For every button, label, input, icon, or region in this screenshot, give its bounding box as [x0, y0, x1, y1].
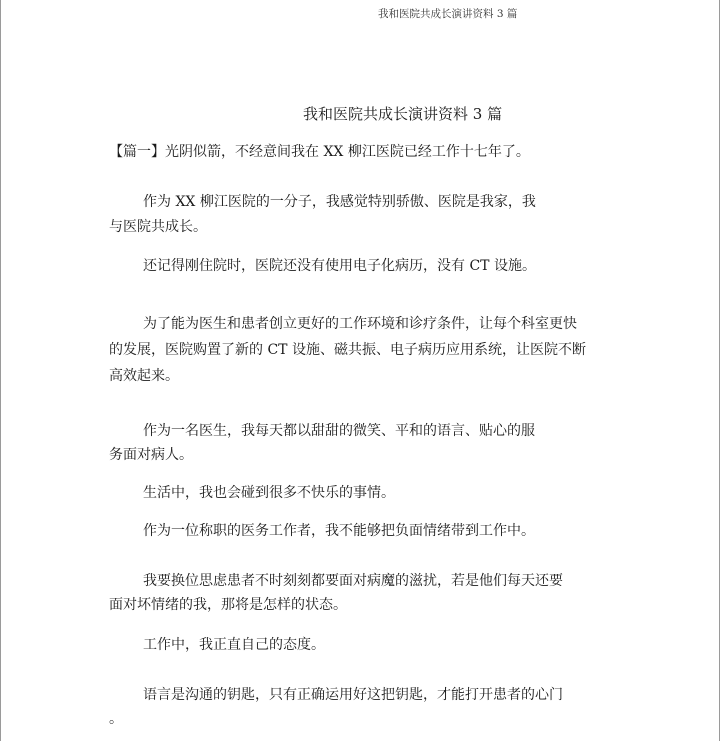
- running-header: 我和医院共成长演讲资料 3 篇: [378, 8, 518, 20]
- paragraph-line: 与医院共成长。: [109, 219, 207, 235]
- paragraph-line: 语言是沟通的钥匙，只有正确运用好这把钥匙，才能打开患者的心门: [143, 687, 563, 703]
- paragraph-line: 面对坏情绪的我，那将是怎样的状态。: [109, 597, 347, 613]
- document-title: 我和医院共成长演讲资料 3 篇: [303, 105, 503, 123]
- paragraph-line: 作为一名医生，我每天都以甜甜的微笑、平和的语言、贴心的服: [143, 423, 535, 439]
- paragraph-line: 作为 XX 柳江医院的一分子，我感觉特别骄傲、医院是我家，我: [143, 194, 536, 210]
- paragraph-line: 还记得刚住院时，医院还没有使用电子化病历，没有 CT 设施。: [143, 258, 536, 274]
- paragraph-line: 我要换位思虑患者不时刻刻都要面对病魔的滋扰，若是他们每天还要: [143, 573, 563, 589]
- paragraph-line: 高效起来。: [109, 368, 179, 384]
- paragraph-line: 。: [109, 711, 123, 727]
- page-left-edge: [0, 0, 1, 741]
- paragraph-line: 【篇一】光阴似箭，不经意间我在 XX 柳江医院已经工作十七年了。: [109, 144, 530, 160]
- paragraph-line: 生活中，我也会碰到很多不快乐的事情。: [143, 485, 395, 501]
- paragraph-line: 工作中，我正直自己的态度。: [143, 637, 325, 653]
- paragraph-line: 务面对病人。: [109, 447, 193, 463]
- paragraph-line: 的发展，医院购置了新的 CT 设施、磁共振、电子病历应用系统，让医院不断: [109, 342, 586, 358]
- paragraph-line: 作为一位称职的医务工作者，我不能够把负面情绪带到工作中。: [143, 523, 535, 539]
- paragraph-line: 为了能为医生和患者创立更好的工作环境和诊疗条件，让每个科室更快: [143, 316, 577, 332]
